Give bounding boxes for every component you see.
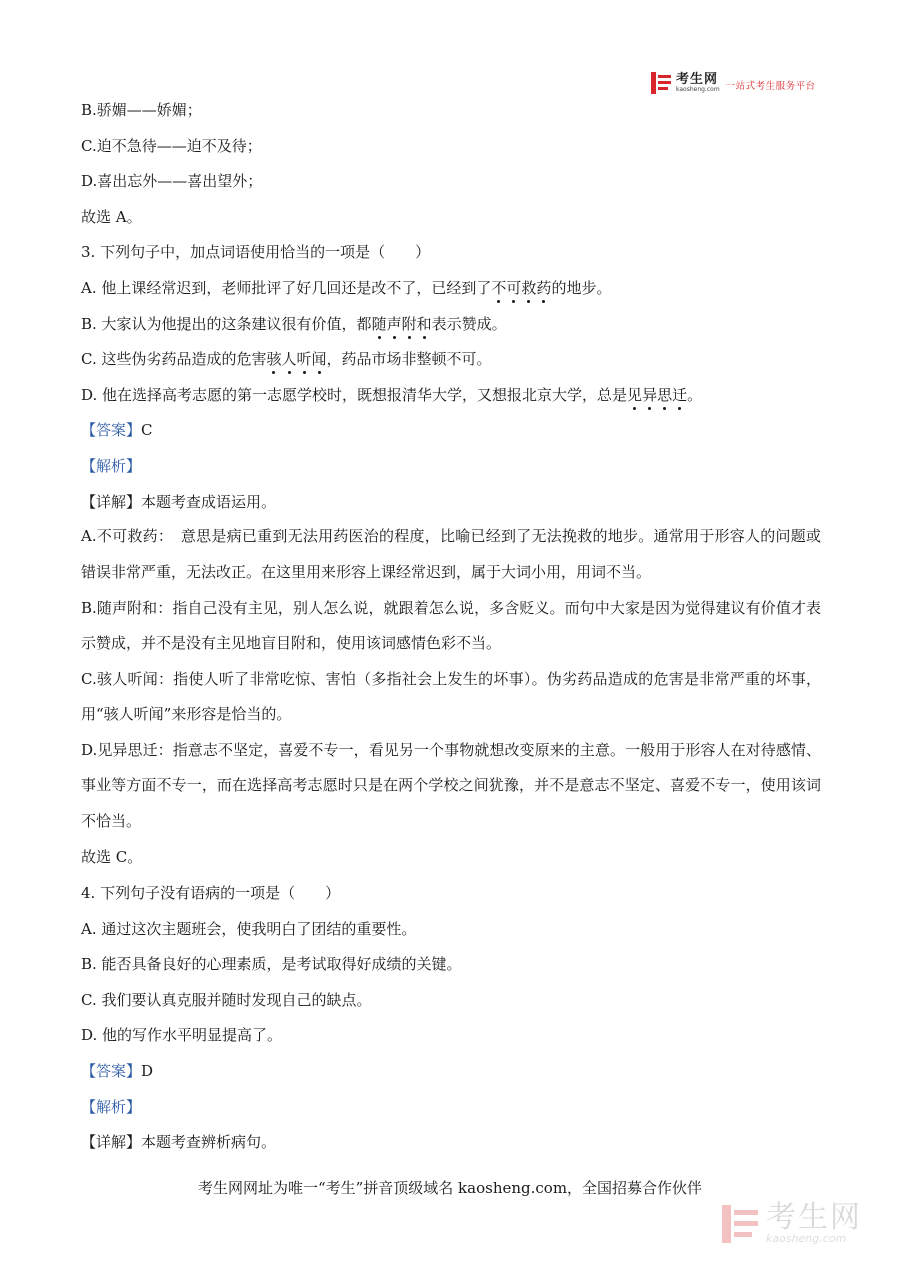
dotted-phrase	[491, 279, 551, 297]
text-line: 故选 C。	[81, 848, 143, 867]
emphasis-char: 骇	[266, 350, 282, 369]
section-tag: 【答案】	[81, 1062, 142, 1081]
text-line: 【详解】本题考查辨析病句。	[81, 1133, 277, 1152]
emphasis-char: 听	[296, 350, 312, 369]
document-body	[81, 100, 821, 1168]
emphasis-char: 见	[627, 385, 643, 404]
watermark-logo	[722, 1200, 862, 1245]
header-logo	[651, 72, 816, 94]
dotted-phrase	[266, 350, 326, 368]
option-text-tail: 表示赞成。	[431, 314, 507, 333]
emphasis-char: 随	[371, 314, 387, 333]
dotted-phrase	[627, 386, 687, 404]
emphasis-char: 异	[642, 385, 658, 404]
text-line: D.喜出忘外——喜出望外；	[81, 172, 263, 191]
text-line: D. 他的写作水平明显提高了。	[81, 1026, 283, 1045]
text-line: A.不可救药： 意思是病已重到无法用药医治的程度，比喻已经到了无法挽救的地步。通常用于形容人的问题或错误非常严重，无法改正。在这里用来形容上课经常迟到，属于大词小用，用词不当。	[81, 527, 821, 581]
logo-domain: kaosheng.com	[676, 86, 720, 93]
option-text-tail: 。	[687, 385, 703, 404]
text-line: A. 通过这次主题班会，使我明白了团结的重要性。	[81, 919, 417, 938]
text-line	[81, 385, 821, 405]
text-line: 【详解】本题考查成语运用。	[81, 492, 277, 511]
text-line: D.见异思迁：指意志不坚定，喜爱不专一，看见另一个事物就想改变原来的主意。一般用于形容人在对待感情、事业等方面不专一，而在选择高考志愿时只是在两个学校之间犹豫，并不是意志不坚定、喜爱不专一，使用该词不恰当。	[81, 740, 821, 831]
text-line: 3. 下列句子中，加点词语使用恰当的一项是（ ）	[81, 243, 431, 262]
text-line: 4. 下列句子没有语病的一项是（ ）	[81, 884, 341, 903]
option-text: C. 这些伪劣药品造成的危害	[81, 350, 267, 369]
footer-text: 考生网网址为唯一“考生”拼音顶级域名 kaosheng.com，全国招募合作伙伴	[197, 1179, 703, 1197]
section-tag: 【解析】	[81, 1097, 142, 1116]
text-line	[81, 456, 821, 476]
emphasis-char: 和	[416, 314, 432, 333]
option-text: A. 他上课经常迟到，老师批评了好几回还是改不了，已经到了	[81, 278, 492, 297]
emphasis-char: 迁	[672, 385, 688, 404]
emphasis-char: 闻	[311, 350, 327, 369]
option-text: D. 他在选择高考志愿的第一志愿学校时，既想报清华大学，又想报北京大学，总是	[81, 385, 628, 404]
answer-text: D	[141, 1062, 154, 1081]
logo-name: 考生网	[676, 72, 719, 87]
emphasis-char: 附	[401, 314, 417, 333]
logo-slogan: 一站式考生服务平台	[725, 81, 816, 92]
text-line: C. 我们要认真克服并随时发现自己的缺点。	[81, 990, 372, 1009]
text-line: C.迫不急待——迫不及待；	[81, 136, 262, 155]
section-tag: 【答案】	[81, 421, 142, 440]
text-line: C.骇人听闻：指使人听了非常吃惊、害怕（多指社会上发生的坏事）。伪劣药品造成的危害是非常严重的坏事，用“骇人听闻”来形容是恰当的。	[81, 669, 821, 724]
text-line: 故选 A。	[81, 207, 142, 226]
emphasis-char: 药	[536, 278, 552, 297]
emphasis-char: 可	[506, 278, 522, 297]
kaosheng-logo-icon	[651, 72, 673, 94]
emphasis-char: 思	[657, 385, 673, 404]
watermark-name: 考生网	[766, 1200, 862, 1235]
option-text-tail: 的地步。	[551, 278, 612, 297]
text-line	[81, 349, 821, 369]
emphasis-char: 人	[281, 350, 297, 369]
text-line	[81, 1097, 821, 1117]
text-line	[81, 420, 821, 440]
kaosheng-watermark-icon	[722, 1205, 760, 1243]
emphasis-char: 不	[491, 278, 507, 297]
answer-text: C	[141, 421, 153, 440]
text-line	[81, 278, 821, 298]
text-line: B. 能否具备良好的心理素质，是考试取得好成绩的关键。	[81, 955, 462, 974]
text-line: B.骄媚——娇媚；	[81, 101, 202, 119]
option-text-tail: ，药品市场非整顿不可。	[326, 350, 492, 369]
dotted-phrase	[372, 315, 432, 333]
text-line	[81, 1061, 821, 1081]
text-line: B.随声附和：指自己没有主见，别人怎么说，就跟着怎么说，多含贬义。而句中大家是因为觉得建议有价值才表示赞成，并不是没有主见地盲目附和，使用该词感情色彩不当。	[81, 598, 821, 653]
emphasis-char: 声	[386, 314, 402, 333]
watermark-domain: kaosheng.com	[766, 1232, 847, 1245]
option-text: B. 大家认为他提出的这条建议很有价值，都	[81, 314, 372, 333]
section-tag: 【解析】	[81, 456, 142, 475]
text-line	[81, 314, 821, 334]
emphasis-char: 救	[521, 278, 537, 297]
